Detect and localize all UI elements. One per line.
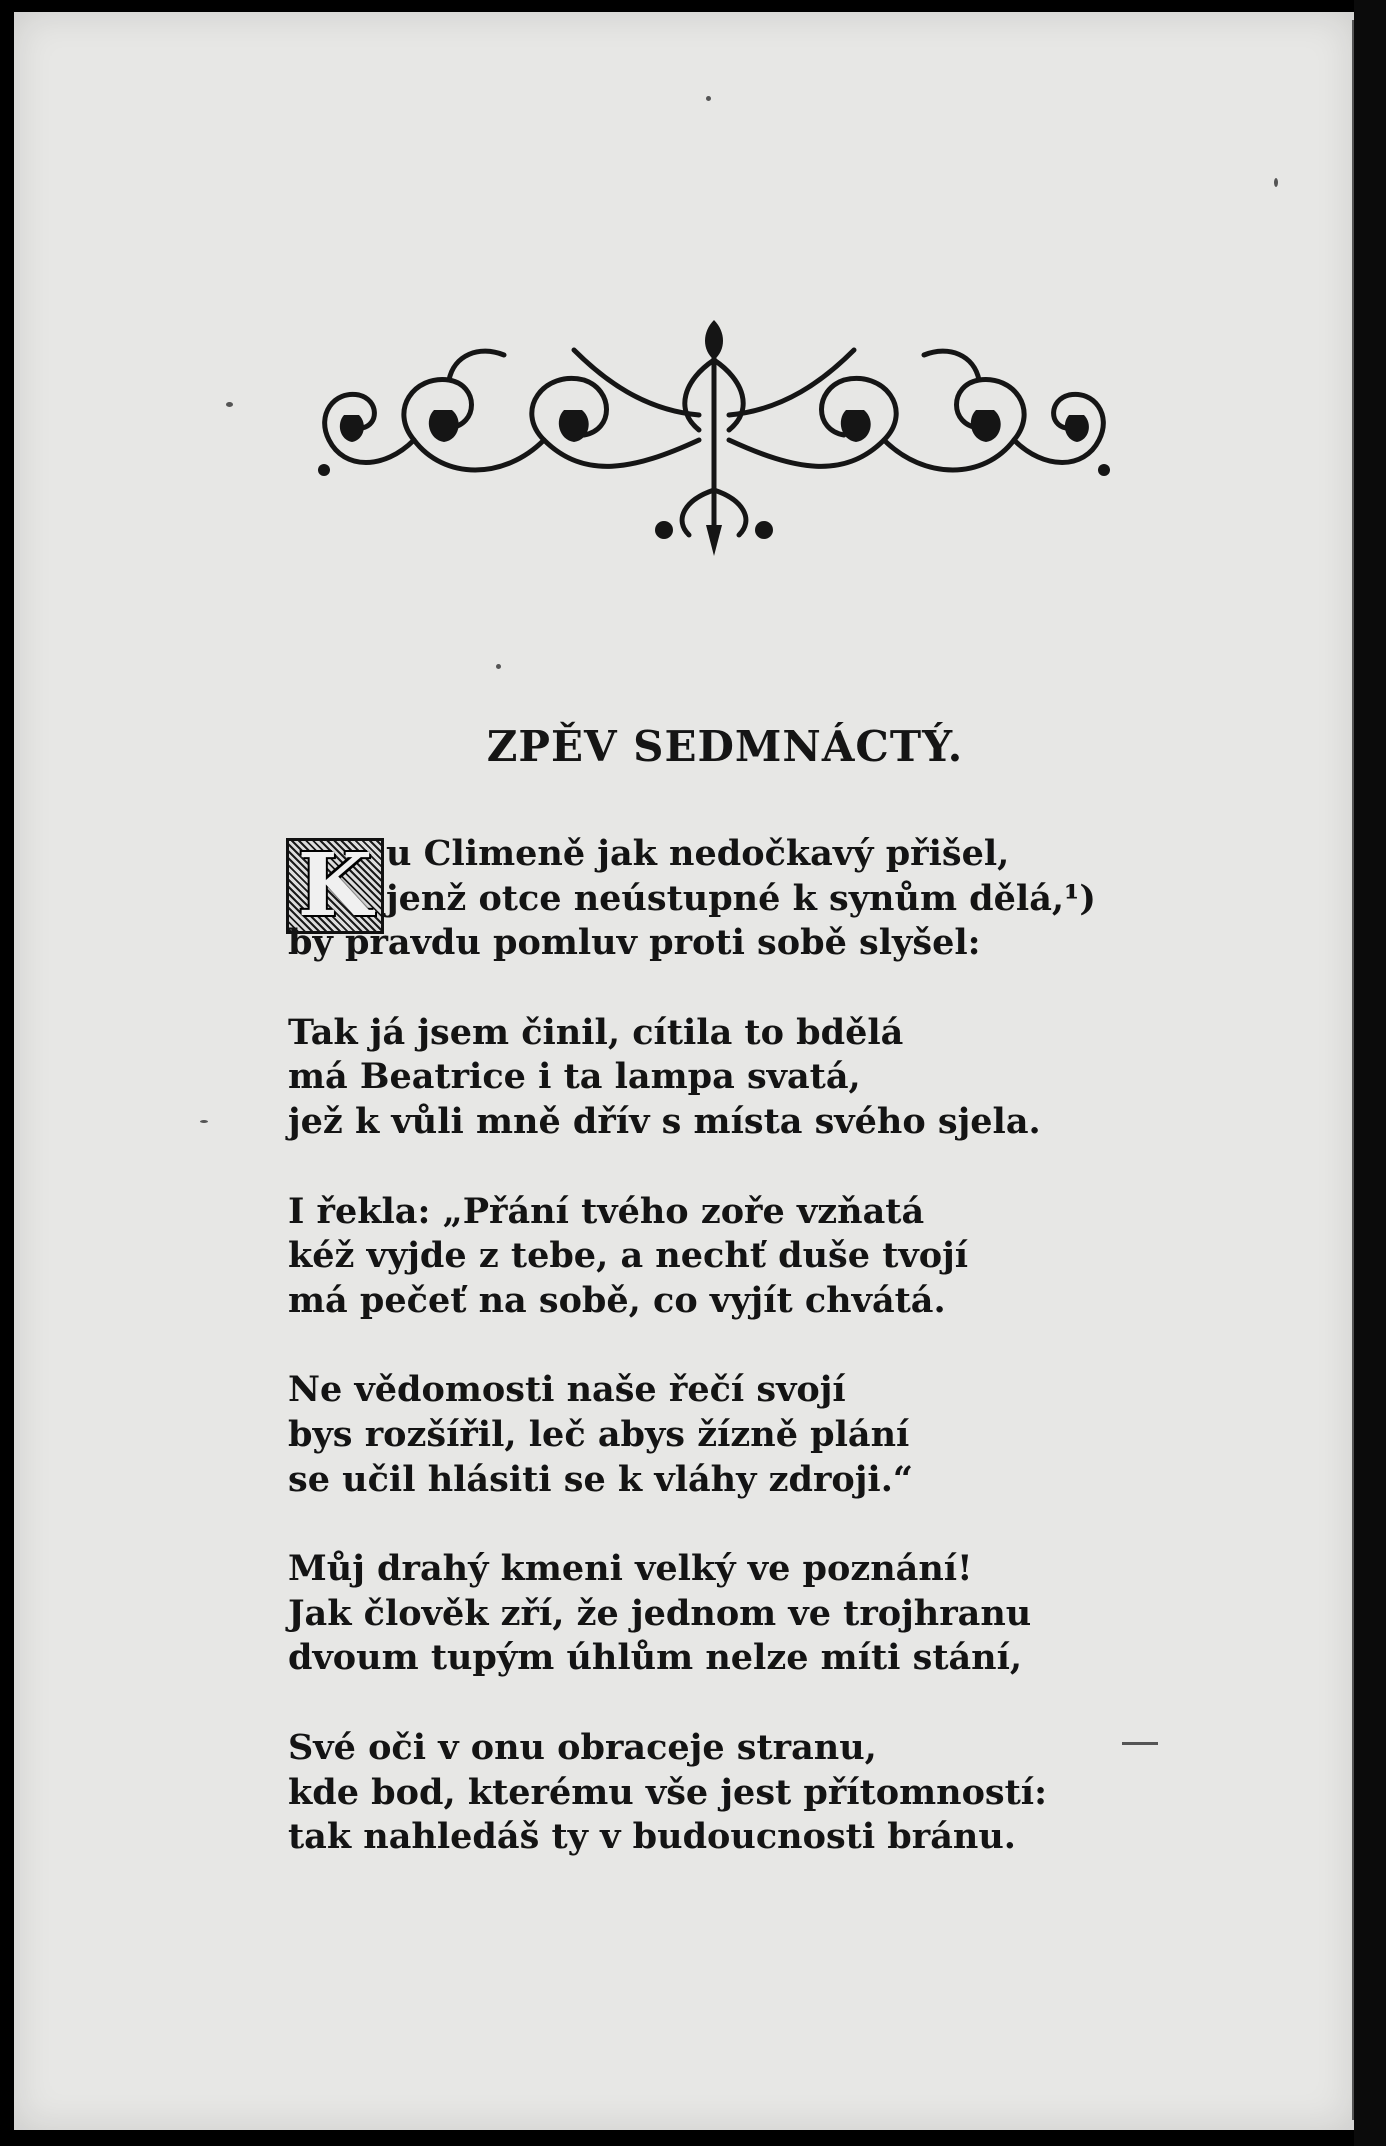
scan-speck	[226, 402, 233, 407]
verse-line: jenž otce neústupné k synům dělá,¹)	[386, 877, 1096, 919]
verse-line: dvoum tupým úhlům nelze míti stání,	[288, 1637, 1023, 1679]
verse-line: Můj drahý kmeni velký ve poznání!	[288, 1548, 973, 1590]
scan-speck	[200, 1120, 208, 1123]
stanza	[288, 1547, 1288, 1681]
stanza	[288, 1190, 1288, 1324]
scan-speck	[706, 96, 711, 101]
verse-line: by pravdu pomluv proti sobě slyšel:	[288, 922, 981, 964]
stanza	[288, 832, 1288, 966]
stanza	[288, 1726, 1288, 1860]
verse-line: jež k vůli mně dřív s místa svého sjela.	[288, 1100, 1041, 1142]
verse-line: u Climeně jak nedočkavý přišel,	[386, 833, 1010, 874]
verse-line: tak nahledáš ty v budoucnosti bránu.	[288, 1816, 1016, 1858]
verse-line: má pečeť na sobě, co vyjít chvátá.	[288, 1279, 946, 1321]
scan-speck	[496, 664, 501, 669]
drop-cap-letter: K	[297, 835, 373, 936]
verse-line: Tak já jsem činil, cítila to bdělá	[288, 1011, 904, 1053]
verse-line: má Beatrice i ta lampa svatá,	[288, 1056, 861, 1098]
verse-line: kéž vyjde z tebe, a nechť duše tvojí	[288, 1235, 969, 1277]
verse-line: se učil hlásiti se k vláhy zdroji.“	[288, 1458, 914, 1500]
scan-speck	[1274, 178, 1278, 187]
scan-border-right	[1354, 0, 1386, 2146]
poem-text	[288, 832, 1288, 1905]
verse-line: Jak člověk zří, že jednom ve trojhranu	[288, 1592, 1032, 1634]
stanza	[288, 1011, 1288, 1145]
floral-ornament-icon	[304, 320, 1124, 560]
verse-line: Ne vědomosti naše řečí svojí	[288, 1369, 846, 1411]
verse-line: kde bod, kterému vše jest přítomností:	[288, 1771, 1048, 1813]
verse-line: bys rozšířil, leč abys žízně plání	[288, 1413, 910, 1455]
verse-line: I řekla: „Přání tvého zoře vzňatá	[288, 1190, 925, 1232]
canto-heading: ZPĚV SEDMNÁCTÝ.	[486, 722, 964, 771]
verse-line: Své oči v onu obraceje stranu,	[288, 1726, 877, 1768]
stanza	[288, 1368, 1288, 1502]
